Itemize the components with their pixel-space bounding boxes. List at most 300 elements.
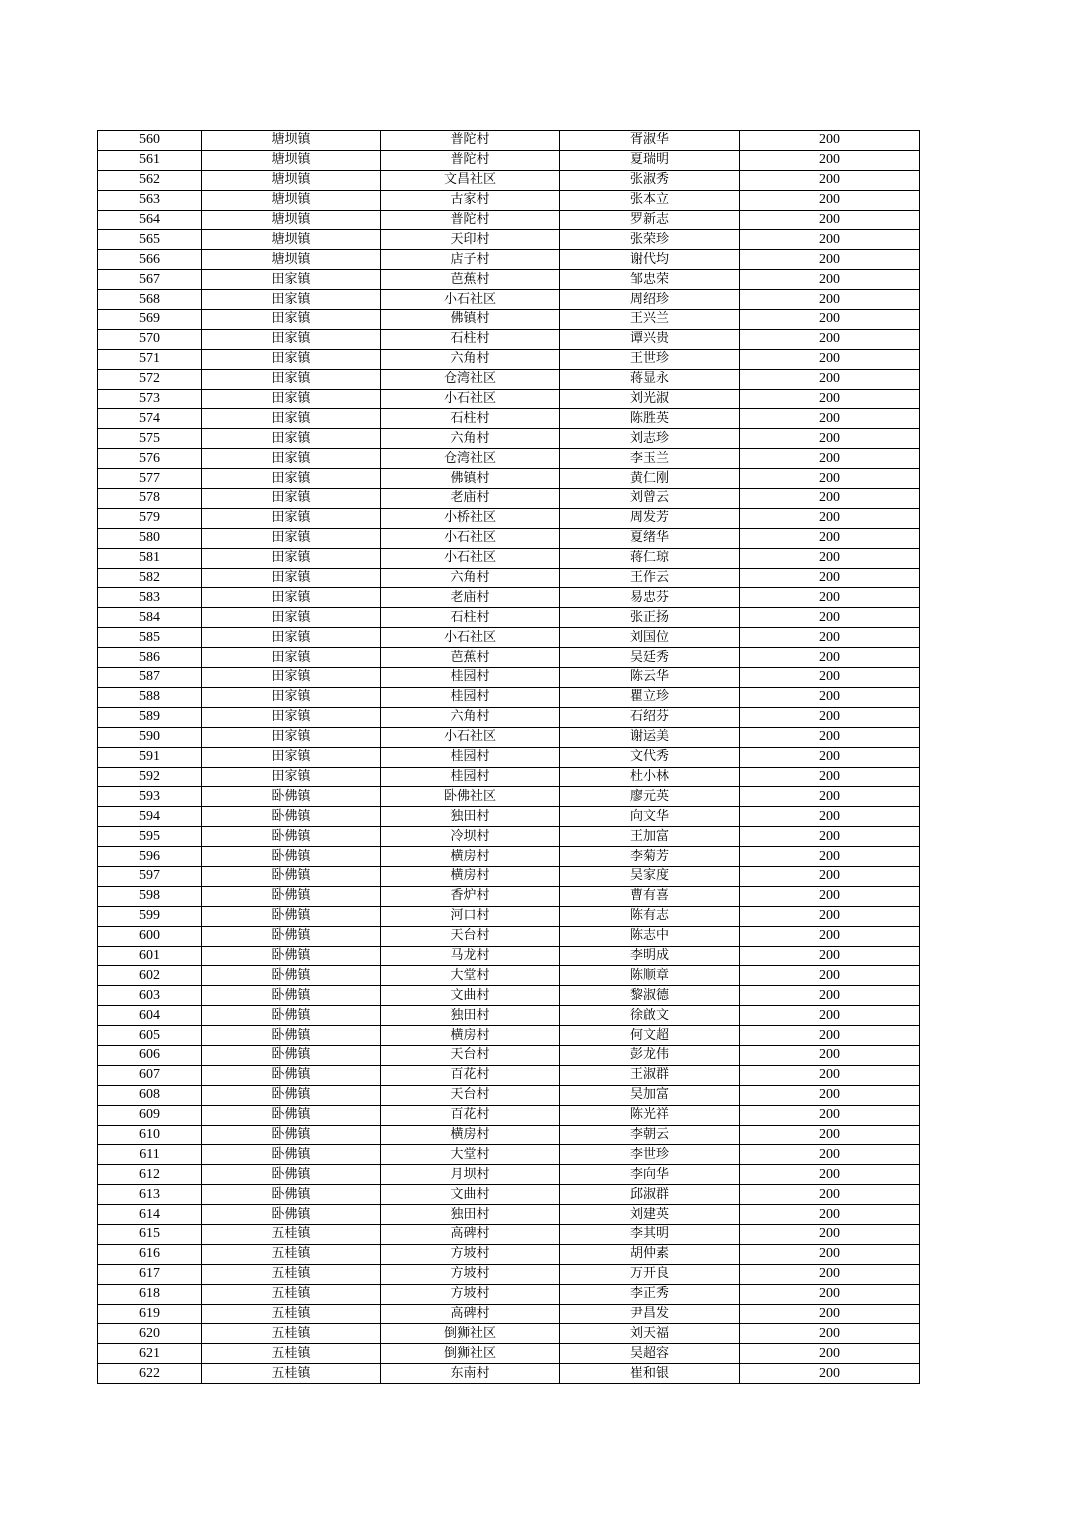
serial-number-cell: 581 <box>98 548 202 568</box>
table-row <box>98 1105 920 1125</box>
name-cell: 陈志中 <box>560 926 740 946</box>
village-cell: 桂园村 <box>381 687 560 707</box>
name-cell: 王世珍 <box>560 349 740 369</box>
town-cell: 田家镇 <box>202 528 381 548</box>
serial-number-cell: 575 <box>98 429 202 449</box>
town-cell: 卧佛镇 <box>202 1205 381 1225</box>
serial-number-cell: 620 <box>98 1324 202 1344</box>
town-cell: 五桂镇 <box>202 1304 381 1324</box>
serial-number-cell: 585 <box>98 628 202 648</box>
town-cell: 田家镇 <box>202 628 381 648</box>
amount-cell: 200 <box>740 469 920 489</box>
serial-number-cell: 587 <box>98 668 202 688</box>
amount-cell: 200 <box>740 1125 920 1145</box>
town-cell: 田家镇 <box>202 389 381 409</box>
name-cell: 廖元英 <box>560 787 740 807</box>
serial-number-cell: 576 <box>98 449 202 469</box>
amount-cell: 200 <box>740 409 920 429</box>
village-cell: 天台村 <box>381 1085 560 1105</box>
amount-cell: 200 <box>740 827 920 847</box>
name-cell: 李正秀 <box>560 1284 740 1304</box>
table-row <box>98 787 920 807</box>
village-cell: 老庙村 <box>381 489 560 509</box>
town-cell: 卧佛镇 <box>202 1065 381 1085</box>
table-row <box>98 310 920 330</box>
amount-cell: 200 <box>740 1185 920 1205</box>
table-row <box>98 886 920 906</box>
name-cell: 崔和银 <box>560 1364 740 1384</box>
village-cell: 高碑村 <box>381 1304 560 1324</box>
village-cell: 小石社区 <box>381 389 560 409</box>
serial-number-cell: 583 <box>98 588 202 608</box>
name-cell: 胡仲素 <box>560 1244 740 1264</box>
table-row <box>98 409 920 429</box>
serial-number-cell: 608 <box>98 1085 202 1105</box>
town-cell: 田家镇 <box>202 329 381 349</box>
serial-number-cell: 563 <box>98 190 202 210</box>
town-cell: 卧佛镇 <box>202 886 381 906</box>
table-row <box>98 528 920 548</box>
amount-cell: 200 <box>740 608 920 628</box>
table-row <box>98 608 920 628</box>
village-cell: 六角村 <box>381 429 560 449</box>
table-row <box>98 668 920 688</box>
serial-number-cell: 573 <box>98 389 202 409</box>
name-cell: 夏绪华 <box>560 528 740 548</box>
amount-cell: 200 <box>740 1284 920 1304</box>
table-row <box>98 1185 920 1205</box>
amount-cell: 200 <box>740 1244 920 1264</box>
village-cell: 方坡村 <box>381 1284 560 1304</box>
village-cell: 方坡村 <box>381 1264 560 1284</box>
village-cell: 小石社区 <box>381 528 560 548</box>
table-row <box>98 429 920 449</box>
amount-cell: 200 <box>740 508 920 528</box>
table-row <box>98 548 920 568</box>
serial-number-cell: 614 <box>98 1205 202 1225</box>
village-cell: 小石社区 <box>381 628 560 648</box>
serial-number-cell: 594 <box>98 807 202 827</box>
serial-number-cell: 617 <box>98 1264 202 1284</box>
amount-cell: 200 <box>740 1045 920 1065</box>
town-cell: 卧佛镇 <box>202 1085 381 1105</box>
table-row <box>98 469 920 489</box>
serial-number-cell: 621 <box>98 1344 202 1364</box>
town-cell: 田家镇 <box>202 747 381 767</box>
town-cell: 田家镇 <box>202 668 381 688</box>
amount-cell: 200 <box>740 668 920 688</box>
village-cell: 仓湾社区 <box>381 449 560 469</box>
serial-number-cell: 593 <box>98 787 202 807</box>
table-row <box>98 1224 920 1244</box>
table-row <box>98 926 920 946</box>
village-cell: 横房村 <box>381 866 560 886</box>
name-cell: 周绍珍 <box>560 290 740 310</box>
serial-number-cell: 622 <box>98 1364 202 1384</box>
village-cell: 文昌社区 <box>381 170 560 190</box>
name-cell: 刘志珍 <box>560 429 740 449</box>
amount-cell: 200 <box>740 1205 920 1225</box>
village-cell: 六角村 <box>381 568 560 588</box>
table-row <box>98 1085 920 1105</box>
serial-number-cell: 571 <box>98 349 202 369</box>
village-cell: 芭蕉村 <box>381 270 560 290</box>
name-cell: 瞿立珍 <box>560 687 740 707</box>
serial-number-cell: 602 <box>98 966 202 986</box>
name-cell: 张正扬 <box>560 608 740 628</box>
name-cell: 张淑秀 <box>560 170 740 190</box>
name-cell: 蒋显永 <box>560 369 740 389</box>
amount-cell: 200 <box>740 150 920 170</box>
village-cell: 天印村 <box>381 230 560 250</box>
serial-number-cell: 561 <box>98 150 202 170</box>
name-cell: 邹忠荣 <box>560 270 740 290</box>
town-cell: 塘坝镇 <box>202 190 381 210</box>
village-cell: 石柱村 <box>381 409 560 429</box>
table-row <box>98 1026 920 1046</box>
town-cell: 卧佛镇 <box>202 906 381 926</box>
amount-cell: 200 <box>740 131 920 151</box>
town-cell: 田家镇 <box>202 270 381 290</box>
name-cell: 陈胜英 <box>560 409 740 429</box>
table-row <box>98 946 920 966</box>
serial-number-cell: 589 <box>98 707 202 727</box>
name-cell: 尹昌发 <box>560 1304 740 1324</box>
serial-number-cell: 597 <box>98 866 202 886</box>
serial-number-cell: 615 <box>98 1224 202 1244</box>
table-row <box>98 1205 920 1225</box>
town-cell: 五桂镇 <box>202 1284 381 1304</box>
town-cell: 卧佛镇 <box>202 1105 381 1125</box>
table-row <box>98 329 920 349</box>
serial-number-cell: 591 <box>98 747 202 767</box>
village-cell: 方坡村 <box>381 1244 560 1264</box>
name-cell: 彭龙伟 <box>560 1045 740 1065</box>
village-cell: 东南村 <box>381 1364 560 1384</box>
amount-cell: 200 <box>740 648 920 668</box>
village-cell: 横房村 <box>381 847 560 867</box>
serial-number-cell: 586 <box>98 648 202 668</box>
serial-number-cell: 572 <box>98 369 202 389</box>
table-row <box>98 1244 920 1264</box>
table-row <box>98 210 920 230</box>
town-cell: 田家镇 <box>202 508 381 528</box>
village-cell: 高碑村 <box>381 1224 560 1244</box>
village-cell: 仓湾社区 <box>381 369 560 389</box>
amount-cell: 200 <box>740 1165 920 1185</box>
table-row <box>98 190 920 210</box>
amount-cell: 200 <box>740 369 920 389</box>
town-cell: 塘坝镇 <box>202 230 381 250</box>
amount-cell: 200 <box>740 568 920 588</box>
table-row <box>98 1284 920 1304</box>
town-cell: 田家镇 <box>202 290 381 310</box>
table-row <box>98 1006 920 1026</box>
serial-number-cell: 574 <box>98 409 202 429</box>
amount-cell: 200 <box>740 489 920 509</box>
town-cell: 卧佛镇 <box>202 1125 381 1145</box>
amount-cell: 200 <box>740 866 920 886</box>
serial-number-cell: 560 <box>98 131 202 151</box>
serial-number-cell: 603 <box>98 986 202 1006</box>
amount-cell: 200 <box>740 1304 920 1324</box>
name-cell: 张荣珍 <box>560 230 740 250</box>
serial-number-cell: 580 <box>98 528 202 548</box>
serial-number-cell: 590 <box>98 727 202 747</box>
table-row <box>98 1065 920 1085</box>
name-cell: 李明成 <box>560 946 740 966</box>
town-cell: 卧佛镇 <box>202 1165 381 1185</box>
amount-cell: 200 <box>740 767 920 787</box>
table-row <box>98 389 920 409</box>
village-cell: 古家村 <box>381 190 560 210</box>
serial-number-cell: 604 <box>98 1006 202 1026</box>
village-cell: 大堂村 <box>381 966 560 986</box>
town-cell: 塘坝镇 <box>202 150 381 170</box>
amount-cell: 200 <box>740 628 920 648</box>
village-cell: 文曲村 <box>381 1185 560 1205</box>
serial-number-cell: 567 <box>98 270 202 290</box>
serial-number-cell: 566 <box>98 250 202 270</box>
amount-cell: 200 <box>740 230 920 250</box>
name-cell: 文代秀 <box>560 747 740 767</box>
name-cell: 周发芳 <box>560 508 740 528</box>
town-cell: 卧佛镇 <box>202 946 381 966</box>
village-cell: 店子村 <box>381 250 560 270</box>
name-cell: 万开良 <box>560 1264 740 1284</box>
amount-cell: 200 <box>740 329 920 349</box>
village-cell: 百花村 <box>381 1105 560 1125</box>
town-cell: 塘坝镇 <box>202 170 381 190</box>
amount-cell: 200 <box>740 210 920 230</box>
table-row <box>98 648 920 668</box>
name-cell: 李其明 <box>560 1224 740 1244</box>
name-cell: 黄仁刚 <box>560 469 740 489</box>
serial-number-cell: 568 <box>98 290 202 310</box>
village-cell: 佛镇村 <box>381 310 560 330</box>
serial-number-cell: 577 <box>98 469 202 489</box>
village-cell: 文曲村 <box>381 986 560 1006</box>
table-row <box>98 1145 920 1165</box>
town-cell: 塘坝镇 <box>202 250 381 270</box>
name-cell: 谢运美 <box>560 727 740 747</box>
table-row <box>98 1304 920 1324</box>
town-cell: 卧佛镇 <box>202 1045 381 1065</box>
village-cell: 天台村 <box>381 926 560 946</box>
village-cell: 大堂村 <box>381 1145 560 1165</box>
table-row <box>98 986 920 1006</box>
table-row <box>98 568 920 588</box>
amount-cell: 200 <box>740 349 920 369</box>
name-cell: 刘光淑 <box>560 389 740 409</box>
village-cell: 六角村 <box>381 707 560 727</box>
name-cell: 刘天福 <box>560 1324 740 1344</box>
amount-cell: 200 <box>740 727 920 747</box>
town-cell: 卧佛镇 <box>202 787 381 807</box>
town-cell: 五桂镇 <box>202 1324 381 1344</box>
town-cell: 卧佛镇 <box>202 827 381 847</box>
table-row <box>98 807 920 827</box>
amount-cell: 200 <box>740 588 920 608</box>
town-cell: 田家镇 <box>202 588 381 608</box>
amount-cell: 200 <box>740 1026 920 1046</box>
serial-number-cell: 612 <box>98 1165 202 1185</box>
village-cell: 香炉村 <box>381 886 560 906</box>
town-cell: 田家镇 <box>202 727 381 747</box>
table-row <box>98 508 920 528</box>
name-cell: 吴超容 <box>560 1344 740 1364</box>
town-cell: 卧佛镇 <box>202 807 381 827</box>
village-cell: 马龙村 <box>381 946 560 966</box>
serial-number-cell: 584 <box>98 608 202 628</box>
amount-cell: 200 <box>740 747 920 767</box>
table-row <box>98 687 920 707</box>
town-cell: 田家镇 <box>202 449 381 469</box>
name-cell: 吴家度 <box>560 866 740 886</box>
town-cell: 卧佛镇 <box>202 966 381 986</box>
amount-cell: 200 <box>740 1065 920 1085</box>
serial-number-cell: 564 <box>98 210 202 230</box>
table-row <box>98 727 920 747</box>
name-cell: 李玉兰 <box>560 449 740 469</box>
serial-number-cell: 618 <box>98 1284 202 1304</box>
village-cell: 佛镇村 <box>381 469 560 489</box>
table-row <box>98 1045 920 1065</box>
name-cell: 谢代均 <box>560 250 740 270</box>
town-cell: 田家镇 <box>202 608 381 628</box>
table-row <box>98 489 920 509</box>
serial-number-cell: 613 <box>98 1185 202 1205</box>
village-cell: 桂园村 <box>381 747 560 767</box>
serial-number-cell: 607 <box>98 1065 202 1085</box>
name-cell: 徐啟文 <box>560 1006 740 1026</box>
name-cell: 胥淑华 <box>560 131 740 151</box>
table-row <box>98 230 920 250</box>
serial-number-cell: 610 <box>98 1125 202 1145</box>
serial-number-cell: 599 <box>98 906 202 926</box>
village-cell: 独田村 <box>381 807 560 827</box>
name-cell: 陈云华 <box>560 668 740 688</box>
serial-number-cell: 600 <box>98 926 202 946</box>
town-cell: 五桂镇 <box>202 1244 381 1264</box>
village-cell: 卧佛社区 <box>381 787 560 807</box>
name-cell: 罗新志 <box>560 210 740 230</box>
table-row <box>98 131 920 151</box>
name-cell: 李向华 <box>560 1165 740 1185</box>
town-cell: 塘坝镇 <box>202 210 381 230</box>
town-cell: 卧佛镇 <box>202 1145 381 1165</box>
name-cell: 黎淑德 <box>560 986 740 1006</box>
village-cell: 倒狮社区 <box>381 1324 560 1344</box>
town-cell: 田家镇 <box>202 767 381 787</box>
name-cell: 石绍芬 <box>560 707 740 727</box>
name-cell: 曹有喜 <box>560 886 740 906</box>
name-cell: 刘国位 <box>560 628 740 648</box>
village-cell: 河口村 <box>381 906 560 926</box>
village-cell: 小石社区 <box>381 548 560 568</box>
name-cell: 吴廷秀 <box>560 648 740 668</box>
serial-number-cell: 592 <box>98 767 202 787</box>
name-cell: 杜小林 <box>560 767 740 787</box>
table-row <box>98 707 920 727</box>
town-cell: 田家镇 <box>202 310 381 330</box>
table-row <box>98 349 920 369</box>
village-cell: 冷坝村 <box>381 827 560 847</box>
serial-number-cell: 578 <box>98 489 202 509</box>
town-cell: 田家镇 <box>202 349 381 369</box>
serial-number-cell: 570 <box>98 329 202 349</box>
town-cell: 田家镇 <box>202 548 381 568</box>
village-cell: 倒狮社区 <box>381 1344 560 1364</box>
amount-cell: 200 <box>740 1264 920 1284</box>
amount-cell: 200 <box>740 707 920 727</box>
village-cell: 月坝村 <box>381 1165 560 1185</box>
amount-cell: 200 <box>740 290 920 310</box>
town-cell: 五桂镇 <box>202 1264 381 1284</box>
amount-cell: 200 <box>740 1006 920 1026</box>
name-cell: 何文超 <box>560 1026 740 1046</box>
serial-number-cell: 619 <box>98 1304 202 1324</box>
village-cell: 石柱村 <box>381 329 560 349</box>
data-table <box>97 130 920 1384</box>
village-cell: 桂园村 <box>381 668 560 688</box>
amount-cell: 200 <box>740 687 920 707</box>
name-cell: 王作云 <box>560 568 740 588</box>
serial-number-cell: 565 <box>98 230 202 250</box>
amount-cell: 200 <box>740 847 920 867</box>
village-cell: 百花村 <box>381 1065 560 1085</box>
amount-cell: 200 <box>740 190 920 210</box>
village-cell: 老庙村 <box>381 588 560 608</box>
name-cell: 刘建英 <box>560 1205 740 1225</box>
serial-number-cell: 598 <box>98 886 202 906</box>
name-cell: 吴加富 <box>560 1085 740 1105</box>
table-row <box>98 628 920 648</box>
village-cell: 天台村 <box>381 1045 560 1065</box>
serial-number-cell: 588 <box>98 687 202 707</box>
table-row <box>98 747 920 767</box>
name-cell: 易忠芬 <box>560 588 740 608</box>
amount-cell: 200 <box>740 1324 920 1344</box>
amount-cell: 200 <box>740 886 920 906</box>
name-cell: 王兴兰 <box>560 310 740 330</box>
town-cell: 田家镇 <box>202 707 381 727</box>
amount-cell: 200 <box>740 250 920 270</box>
table-row <box>98 588 920 608</box>
town-cell: 塘坝镇 <box>202 131 381 151</box>
town-cell: 田家镇 <box>202 489 381 509</box>
name-cell: 张本立 <box>560 190 740 210</box>
town-cell: 卧佛镇 <box>202 866 381 886</box>
table-row <box>98 767 920 787</box>
amount-cell: 200 <box>740 170 920 190</box>
serial-number-cell: 606 <box>98 1045 202 1065</box>
table-body <box>98 131 920 1384</box>
village-cell: 小石社区 <box>381 727 560 747</box>
name-cell: 陈顺章 <box>560 966 740 986</box>
amount-cell: 200 <box>740 429 920 449</box>
serial-number-cell: 596 <box>98 847 202 867</box>
amount-cell: 200 <box>740 946 920 966</box>
amount-cell: 200 <box>740 389 920 409</box>
town-cell: 田家镇 <box>202 648 381 668</box>
name-cell: 李朝云 <box>560 1125 740 1145</box>
amount-cell: 200 <box>740 986 920 1006</box>
table-row <box>98 170 920 190</box>
town-cell: 卧佛镇 <box>202 1006 381 1026</box>
village-cell: 普陀村 <box>381 131 560 151</box>
town-cell: 田家镇 <box>202 369 381 389</box>
